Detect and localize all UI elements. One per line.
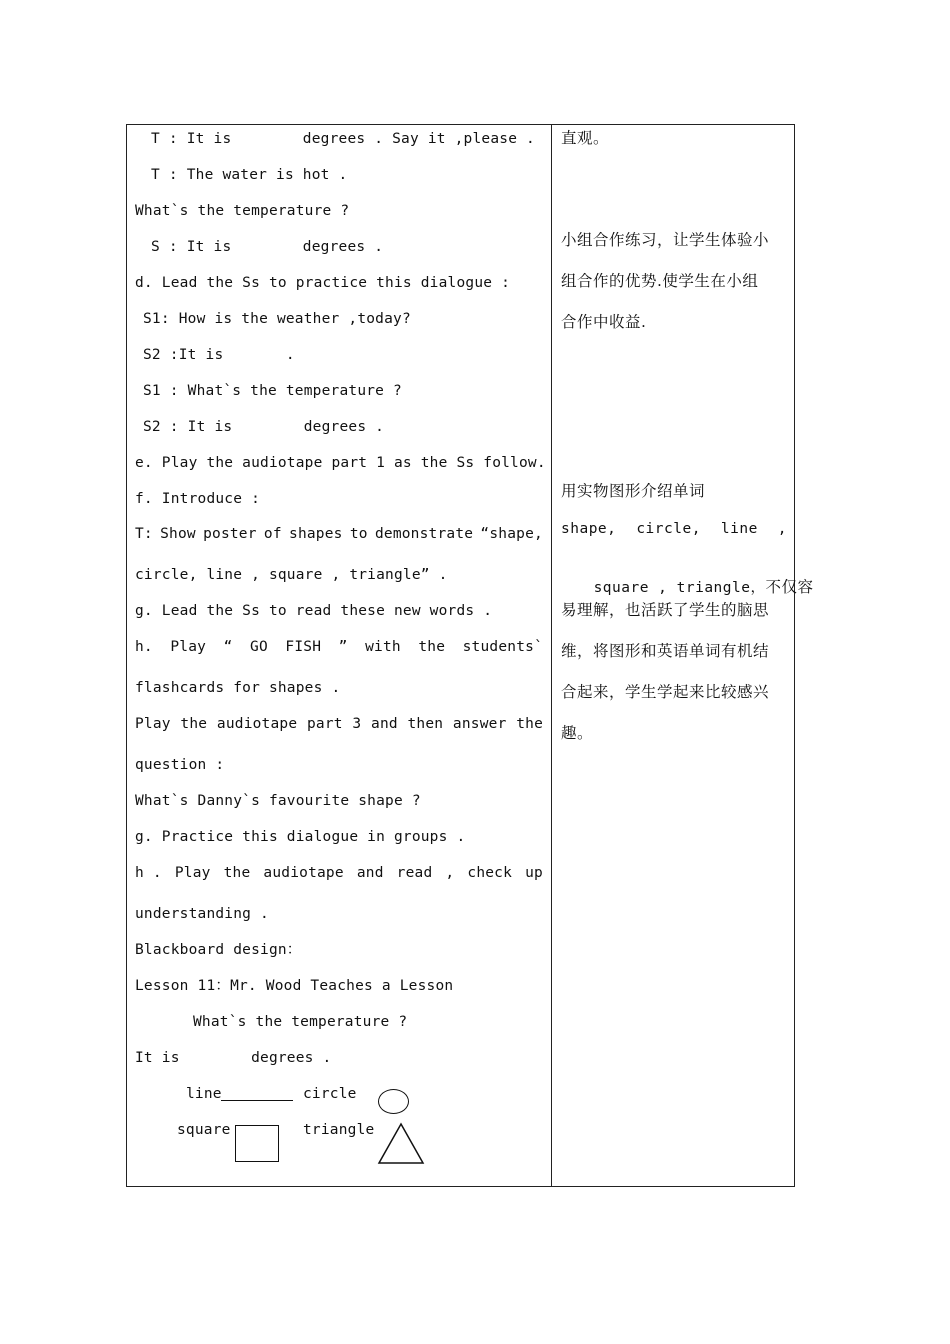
word: demonstrate <box>374 526 474 542</box>
word: up <box>525 865 543 881</box>
comment-line: 趣。 <box>561 724 594 742</box>
comment-line: 用实物图形介绍单词 <box>561 482 706 500</box>
comment-line: 直观。 <box>561 129 610 147</box>
text-line: Lesson 11：Mr. Wood Teaches a Lesson <box>135 978 454 994</box>
word: h. <box>135 639 153 655</box>
text-line: e. Play the audiotape part 1 as the Ss follow. <box>135 455 546 471</box>
justified-line <box>135 715 543 733</box>
word: Play <box>135 716 171 732</box>
text-line: S2 :It is . <box>143 347 295 363</box>
comment-line: 合起来，学生学起来比较感兴 <box>561 683 770 701</box>
circle-shape <box>378 1089 409 1114</box>
justified-line <box>135 525 543 543</box>
text-line: Blackboard design： <box>135 942 302 958</box>
word: the <box>180 716 208 732</box>
word: circle, <box>636 521 701 537</box>
word: and <box>356 865 384 881</box>
word: read <box>396 865 433 881</box>
text-line: What`s the temperature ? <box>193 1014 408 1030</box>
word: and <box>371 716 398 732</box>
word: h . <box>135 865 162 881</box>
comment-justified-line <box>561 520 787 538</box>
text-line: f. Introduce : <box>135 491 261 507</box>
word: the <box>223 865 251 881</box>
word: students` <box>462 639 543 655</box>
word: the <box>418 639 446 655</box>
comment-line: 组合作的优势.使学生在小组 <box>561 272 759 290</box>
word: Show <box>160 526 196 542</box>
text-line: What`s the temperature ? <box>135 203 350 219</box>
text-line: S1 : What`s the temperature ? <box>143 383 402 399</box>
word: Play <box>170 639 207 655</box>
word: “ <box>223 639 233 655</box>
word: Play <box>174 865 211 881</box>
text-line: T : It is degrees . Say it ,please . <box>151 131 535 147</box>
word: part <box>306 716 343 732</box>
comment-line: 易理解，也活跃了学生的脑思 <box>561 601 770 619</box>
word: , <box>445 865 455 881</box>
board-label-square: square <box>177 1122 231 1138</box>
word: shape, <box>561 521 617 537</box>
text-line: T : The water is hot . <box>151 167 348 183</box>
word: shapes <box>289 526 343 542</box>
word: “shape, <box>480 526 543 542</box>
word: 3 <box>352 716 362 732</box>
text-line: It is degrees . <box>135 1050 332 1066</box>
justified-line <box>135 638 543 656</box>
word: poster <box>203 526 257 542</box>
word: of <box>263 526 282 542</box>
word: check <box>467 865 513 881</box>
justified-line <box>135 864 543 882</box>
comment-words: 不仅容 <box>765 578 814 596</box>
text-line: What`s Danny`s favourite shape ? <box>135 793 421 809</box>
column-divider <box>551 124 552 1187</box>
text-line: S2 : It is degrees . <box>143 419 385 435</box>
word: with <box>365 639 401 655</box>
board-label-circle: circle <box>303 1086 357 1102</box>
text-line: circle, line , square , triangle” . <box>135 567 448 583</box>
text-line: S1: How is the weather ,today? <box>143 311 411 327</box>
word: , <box>777 521 787 537</box>
text-line: question : <box>135 757 225 773</box>
word: to <box>349 526 368 542</box>
word: line <box>720 521 758 537</box>
comment-line: 小组合作练习，让学生体验小 <box>561 231 770 249</box>
word: then <box>407 716 444 732</box>
board-label-line: line <box>186 1086 222 1102</box>
text-line: S : It is degrees . <box>151 239 384 255</box>
square-shape <box>235 1125 279 1162</box>
word: answer <box>452 716 507 732</box>
word: T: <box>135 526 153 542</box>
comment-line: 维，将图形和英语单词有机结 <box>561 642 770 660</box>
line-shape <box>221 1100 293 1101</box>
text-line: flashcards for shapes . <box>135 680 341 696</box>
comment-words: square , triangle， <box>593 580 766 596</box>
text-line: g. Practice this dialogue in groups . <box>135 829 466 845</box>
comment-line: 合作中收益. <box>561 313 647 331</box>
word: audiotape <box>216 716 298 732</box>
word: GO <box>250 639 268 655</box>
text-line: d. Lead the Ss to practice this dialogue : <box>135 275 511 291</box>
word: FISH <box>285 639 322 655</box>
word: the <box>516 716 543 732</box>
text-line: understanding . <box>135 906 269 922</box>
word: audiotape <box>263 865 344 881</box>
board-label-triangle: triangle <box>303 1122 375 1138</box>
word: ” <box>338 639 348 655</box>
triangle-shape <box>377 1122 425 1166</box>
text-line: g. Lead the Ss to read these new words . <box>135 603 493 619</box>
